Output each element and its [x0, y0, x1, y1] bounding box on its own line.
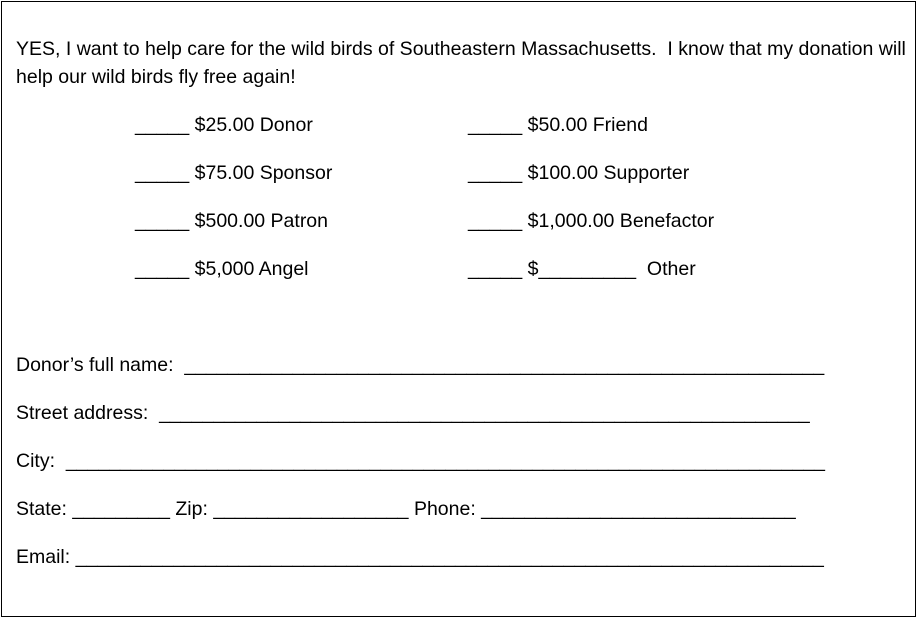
intro-text: YES, I want to help care for the wild birds of Southeastern Massachusetts. I know that my donation will help our wild birds fly free again! [16, 38, 912, 88]
donation-form [1, 1, 916, 617]
option-donor[interactable]: _____ $25.00 Donor [135, 114, 313, 136]
street-address-field[interactable]: Street address: ____________________________________________________________ [16, 402, 810, 424]
full-name-field[interactable]: Donor’s full name: ___________________________________________________________ [16, 354, 825, 376]
city-field[interactable]: City: ______________________________________________________________________ [16, 450, 825, 472]
option-benefactor[interactable]: _____ $1,000.00 Benefactor [468, 210, 715, 232]
option-supporter[interactable]: _____ $100.00 Supporter [468, 162, 690, 184]
state-zip-phone-field[interactable]: State: _________ Zip: __________________ Phone: _____________________________ [16, 498, 796, 520]
option-other[interactable]: _____ $_________ Other [468, 258, 696, 280]
email-field[interactable]: Email: _____________________________________________________________________ [16, 546, 824, 568]
option-friend[interactable]: _____ $50.00 Friend [468, 114, 648, 136]
option-patron[interactable]: _____ $500.00 Patron [135, 210, 329, 232]
option-sponsor[interactable]: _____ $75.00 Sponsor [135, 162, 333, 184]
option-angel[interactable]: _____ $5,000 Angel [135, 258, 309, 280]
